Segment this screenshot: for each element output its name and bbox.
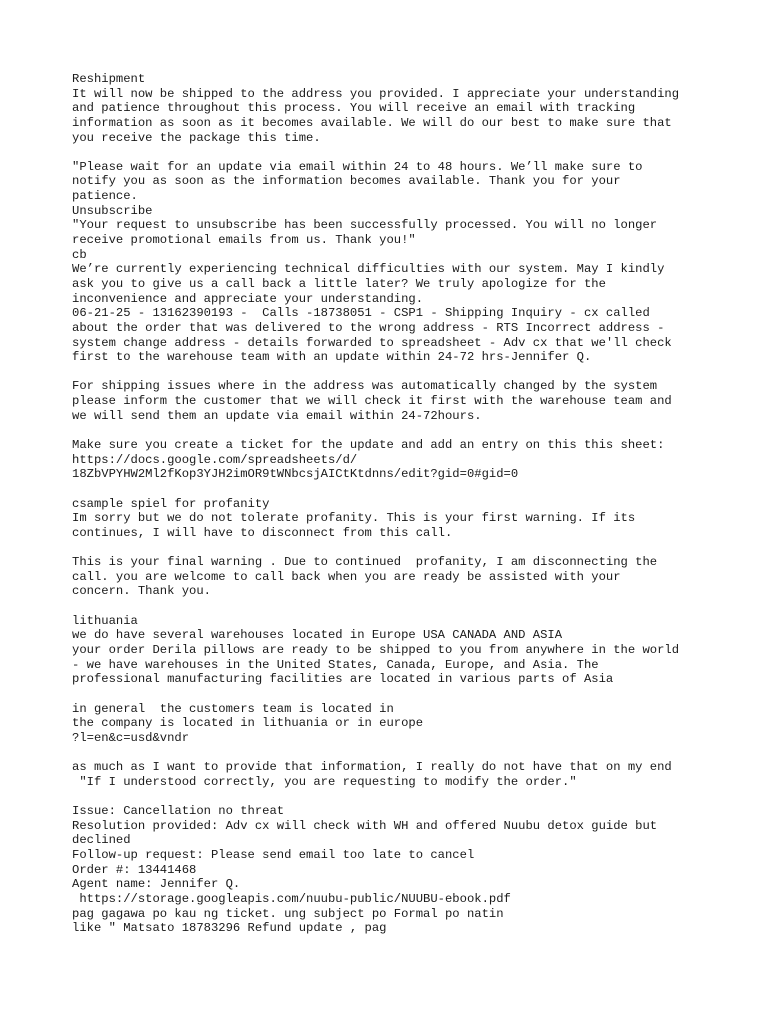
text-line: This is your final warning . Due to continued profanity, I am disconnecting the bbox=[72, 555, 658, 570]
text-line: cb bbox=[72, 247, 87, 262]
blank-line bbox=[72, 145, 752, 160]
text-line: Order #: 13441468 bbox=[72, 862, 197, 877]
text-line: as much as I want to provide that information, I really do not have that on my end bbox=[72, 760, 672, 775]
blank-line bbox=[72, 365, 752, 380]
blank-line bbox=[72, 745, 752, 760]
text-line: continues, I will have to disconnect from this call. bbox=[72, 525, 453, 540]
text-line: patience. bbox=[72, 189, 138, 204]
text-line: concern. Thank you. bbox=[72, 584, 211, 599]
text-line: lithuania bbox=[72, 613, 138, 628]
text-line: first to the warehouse team with an update within 24-72 hrs-Jennifer Q. bbox=[72, 350, 592, 365]
text-line: 06-21-25 - 13162390193 - Calls -18738051 - CSP1 - Shipping Inquiry - cx called bbox=[72, 306, 650, 321]
spreadsheet-link: 18ZbVPYHW2Ml2fKop3YJH2imOR9tWNbcsjAICtKtdnns/edit?gid=0#gid=0 bbox=[72, 467, 519, 482]
blank-line bbox=[72, 599, 752, 614]
text-line: we will send them an update via email within 24-72hours. bbox=[72, 408, 482, 423]
text-line: It will now be shipped to the address you provided. I appreciate your understanding bbox=[72, 86, 680, 101]
spreadsheet-link: https://docs.google.com/spreadsheets/d/ bbox=[72, 452, 358, 467]
text-line: "Please wait for an update via email within 24 to 48 hours. We’ll make sure to bbox=[72, 159, 643, 174]
text-line: you receive the package this time. bbox=[72, 130, 321, 145]
text-line: csample spiel for profanity bbox=[72, 496, 270, 511]
text-line: pag gagawa po kau ng ticket. ung subject po Formal po natin bbox=[72, 906, 504, 921]
text-line: your order Derila pillows are ready to be shipped to you from anywhere in the world bbox=[72, 642, 680, 657]
text-line: information as soon as it becomes available. We will do our best to make sure that bbox=[72, 115, 672, 130]
text-line: We’re currently experiencing technical difficulties with our system. May I kindly bbox=[72, 262, 665, 277]
text-line: Im sorry but we do not tolerate profanity. This is your first warning. If its bbox=[72, 511, 636, 526]
blank-line bbox=[72, 541, 752, 556]
blank-line bbox=[72, 687, 752, 702]
text-line: inconvenience and appreciate your understanding. bbox=[72, 291, 424, 306]
blank-line bbox=[72, 789, 752, 804]
text-line: "If I understood correctly, you are requesting to modify the order." bbox=[72, 774, 577, 789]
text-line: ?l=en&c=usd&vndr bbox=[72, 730, 190, 745]
text-line: about the order that was delivered to the wrong address - RTS Incorrect address - bbox=[72, 320, 665, 335]
text-line: in general the customers team is located in bbox=[72, 701, 394, 716]
text-line: Agent name: Jennifer Q. bbox=[72, 877, 241, 892]
text-line: Follow-up request: Please send email too late to cancel bbox=[72, 847, 475, 862]
text-line: receive promotional emails from us. Thank you!" bbox=[72, 233, 416, 248]
text-line: and patience throughout this process. You will receive an email with tracking bbox=[72, 101, 636, 116]
text-line: we do have several warehouses located in Europe USA CANADA AND ASIA bbox=[72, 628, 563, 643]
text-line: notify you as soon as the information becomes available. Thank you for your bbox=[72, 174, 621, 189]
text-line: system change address - details forwarded to spreadsheet - Adv cx that we'll check bbox=[72, 335, 672, 350]
text-line: Unsubscribe bbox=[72, 203, 153, 218]
text-line: ask you to give us a call back a little later? We truly apologize for the bbox=[72, 276, 606, 291]
blank-line bbox=[72, 423, 752, 438]
text-line: professional manufacturing facilities are located in various parts of Asia bbox=[72, 672, 614, 687]
text-line: Issue: Cancellation no threat bbox=[72, 804, 285, 819]
text-line: Make sure you create a ticket for the update and add an entry on this this sheet: bbox=[72, 438, 665, 453]
text-line: please inform the customer that we will check it first with the warehouse team and bbox=[72, 394, 672, 409]
text-line: Reshipment bbox=[72, 72, 146, 86]
text-line: "Your request to unsubscribe has been successfully processed. You will no longer bbox=[72, 218, 658, 233]
text-line: For shipping issues where in the address was automatically changed by the system bbox=[72, 379, 658, 394]
text-line: call. you are welcome to call back when you are ready be assisted with your bbox=[72, 569, 621, 584]
text-line: Resolution provided: Adv cx will check with WH and offered Nuubu detox guide but bbox=[72, 818, 658, 833]
text-line: the company is located in lithuania or in europe bbox=[72, 716, 424, 731]
ebook-link: https://storage.googleapis.com/nuubu-public/NUUBU-ebook.pdf bbox=[72, 891, 511, 906]
text-line: - we have warehouses in the United States, Canada, Europe, and Asia. The bbox=[72, 657, 599, 672]
text-line: like " Matsato 18783296 Refund update , pag bbox=[72, 921, 387, 936]
document-page bbox=[72, 72, 752, 936]
text-line: declined bbox=[72, 833, 131, 848]
blank-line bbox=[72, 482, 752, 497]
